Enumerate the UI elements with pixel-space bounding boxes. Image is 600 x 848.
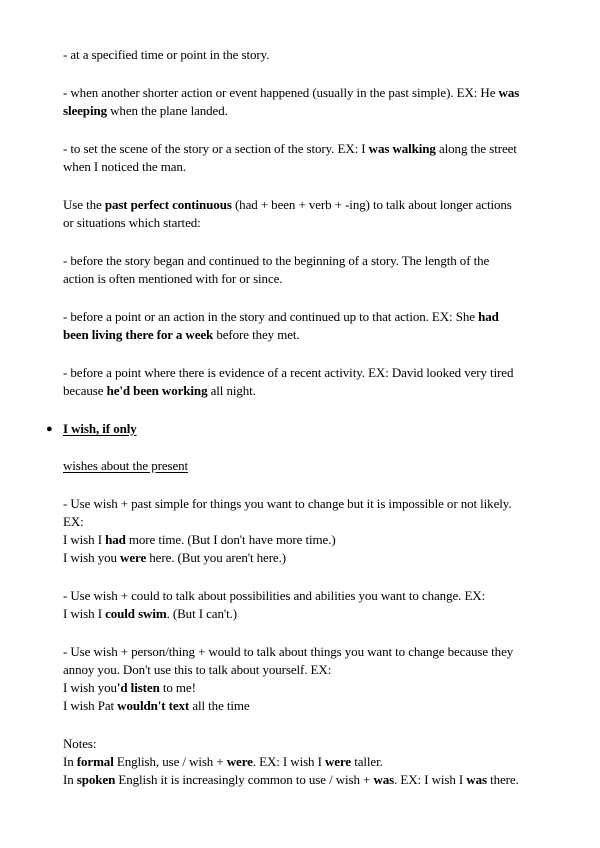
notes-label: Notes:: [63, 736, 97, 751]
line-wish-past-simple: - Use wish + past simple for things you want to change but it is impossible or not likely.: [63, 496, 512, 511]
note-formal: In formal English, use / wish + were. EX: I wish I were taller.: [63, 754, 383, 769]
line-set-scene: - to set the scene of the story or a section of the story. EX: I was walking along the street: [63, 141, 517, 156]
line-shorter-action: - when another shorter action or event happened (usually in the past simple). EX: He was: [63, 85, 520, 100]
line-example-were: I wish you were here. (But you aren't here.): [63, 550, 286, 565]
bullet-icon: ●: [46, 423, 53, 435]
line-example-had: I wish I had more time. (But I don't have more time.): [63, 532, 336, 547]
line-shorter-action-cont: sleeping when the plane landed.: [63, 103, 228, 118]
line-wish-would-cont: annoy you. Don't use this to talk about yourself. EX:: [63, 662, 332, 677]
line-evidence: - before a point where there is evidence of a recent activity. EX: David looked very tired: [63, 365, 514, 380]
line-specified-time: - at a specified time or point in the story.: [63, 47, 270, 62]
subheading: wishes about the present: [63, 458, 189, 473]
line-before-story: - before the story began and continued to the beginning of a story. The length of the: [63, 253, 490, 268]
line-example-text: I wish Pat wouldn't text all the time: [63, 698, 250, 713]
line-wish-would: - Use wish + person/thing + would to talk about things you want to change because they: [63, 644, 514, 659]
line-past-perfect-continuous: Use the past perfect continuous (had + been + verb + -ing) to talk about longer actions: [63, 197, 512, 212]
line-example-could-swim: I wish I could swim. (But I can't.): [63, 606, 237, 621]
line-wish-could: - Use wish + could to talk about possibilities and abilities you want to change. EX:: [63, 588, 486, 603]
section-heading: I wish, if only: [63, 421, 137, 436]
line-before-point: - before a point or an action in the story and continued up to that action. EX: She had: [63, 309, 499, 324]
line-example-listen: I wish you'd listen to me!: [63, 680, 196, 695]
note-spoken: In spoken English it is increasingly common to use / wish + was. EX: I wish I was there.: [63, 772, 519, 787]
line-evidence-cont: because he'd been working all night.: [63, 383, 256, 398]
line-before-point-cont: been living there for a week before they met.: [63, 327, 300, 342]
line-set-scene-cont: when I noticed the man.: [63, 159, 186, 174]
line-before-story-cont: action is often mentioned with for or since.: [63, 271, 283, 286]
line-wish-past-simple-ex: EX:: [63, 514, 84, 529]
line-past-perfect-continuous-cont: or situations which started:: [63, 215, 201, 230]
